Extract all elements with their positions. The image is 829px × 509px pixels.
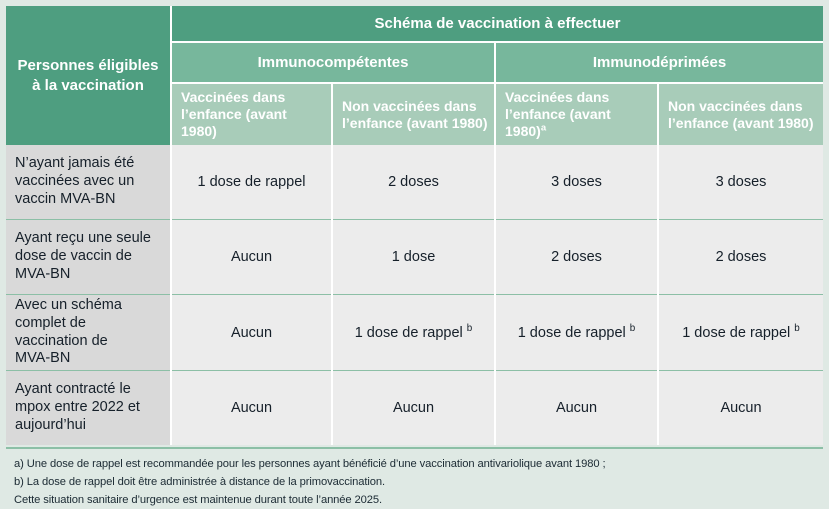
table-row-label xyxy=(6,145,170,219)
table-cell xyxy=(333,295,494,370)
header-col-3-line1: Vaccinées dans xyxy=(505,89,610,106)
header-group-immunodeprimees xyxy=(496,43,823,82)
header-group-label: Immunocompétentes xyxy=(257,54,409,71)
row-label-line3: vaccination de xyxy=(15,332,108,349)
table-row-label xyxy=(6,220,170,294)
table-cell-text: 2 doses xyxy=(715,249,767,265)
table-cell xyxy=(496,220,657,294)
row-label-line4: MVA-BN xyxy=(15,350,71,367)
table-cell-text: 2 doses xyxy=(551,249,602,265)
table-cell-footnote-marker: b xyxy=(794,322,800,334)
table-cell-text: Aucun xyxy=(555,400,598,416)
table-cell-text: 2 doses xyxy=(388,174,439,190)
table-cell-text: 1 dose de rappel xyxy=(517,324,630,341)
header-col-1-line1: Vaccinées dans xyxy=(181,89,286,106)
table-cell xyxy=(333,371,494,445)
header-col-3 xyxy=(496,84,657,145)
table-cell-text: Aucun xyxy=(230,249,273,265)
row-label-line2: complet de xyxy=(15,314,86,331)
header-group-immunocompetentes xyxy=(172,43,494,82)
table-cell xyxy=(333,145,494,219)
header-col-2 xyxy=(333,84,494,145)
column-separator xyxy=(494,145,496,445)
table-cell-wrap xyxy=(682,322,800,341)
row-header-line2: à la vaccination xyxy=(32,76,144,94)
table-cell-text: 3 doses xyxy=(715,174,767,190)
row-label-line1: Avec un schéma xyxy=(15,297,122,314)
row-label-line2: mpox entre 2022 et xyxy=(15,399,140,416)
column-separator xyxy=(657,145,659,445)
table-grid xyxy=(6,6,823,445)
table-cell xyxy=(659,295,823,370)
table-cell-text: 1 dose xyxy=(391,249,436,265)
row-label-line3: aujourd’hui xyxy=(15,416,86,433)
header-overall-title xyxy=(172,6,823,41)
footnote-b: b) La dose de rappel doit être administrée à distance de la primovaccination. xyxy=(14,476,386,489)
row-label-line3: vaccin MVA-BN xyxy=(15,190,116,207)
header-col-1-line2: l’enfance (avant 1980) xyxy=(181,106,287,139)
header-overall-title-text: Schéma de vaccination à effectuer xyxy=(374,15,621,32)
table-cell-text: Aucun xyxy=(230,324,273,341)
table-cell-wrap xyxy=(354,322,473,341)
table-row-label xyxy=(6,371,170,445)
row-header-line1: Personnes éligibles xyxy=(17,57,159,74)
table-cell-text: 1 dose de rappel xyxy=(354,324,467,341)
table-cell-text: 3 doses xyxy=(551,174,602,190)
table-cell xyxy=(333,220,494,294)
table-cell xyxy=(496,371,657,445)
footnotes xyxy=(6,447,823,508)
header-col-2-line1: Non vaccinées dans xyxy=(342,97,477,114)
table-cell-text: Aucun xyxy=(392,400,435,416)
table-cell-text: 1 dose de rappel xyxy=(197,174,306,190)
row-label-line1: Ayant reçu une seule xyxy=(15,230,151,247)
table-cell-wrap xyxy=(517,322,636,341)
table-cell xyxy=(172,220,331,294)
row-label-line1: Ayant contracté le xyxy=(15,381,131,398)
row-separator xyxy=(6,294,823,295)
table-cell xyxy=(659,145,823,219)
header-col-1 xyxy=(172,84,331,145)
row-separator xyxy=(6,370,823,371)
table-cell xyxy=(496,145,657,219)
table-cell xyxy=(172,371,331,445)
footnote-note: Cette situation sanitaire d’urgence est maintenue durant toute l’année 2025. xyxy=(14,494,383,507)
table-cell-text: Aucun xyxy=(720,400,762,416)
table-cell xyxy=(659,371,823,445)
table-cell xyxy=(172,295,331,370)
table-cell xyxy=(172,145,331,219)
header-col-2-line2: l’enfance (avant 1980) xyxy=(342,114,488,131)
row-label-line1: N’ayant jamais été xyxy=(15,155,135,172)
table-cell xyxy=(659,220,823,294)
row-separator xyxy=(6,219,823,220)
row-label-line2: dose de vaccin de xyxy=(15,248,132,265)
table-cell-footnote-marker: b xyxy=(466,322,473,334)
row-label-line3: MVA-BN xyxy=(15,265,71,282)
header-col-4 xyxy=(659,84,823,145)
row-label-line2: vaccinées avec un xyxy=(15,173,135,190)
footnote-a: a) Une dose de rappel est recommandée pour les personnes ayant bénéficié d’une vaccination antivariolique avant 1980 ; xyxy=(14,458,606,470)
column-separator xyxy=(170,145,172,445)
header-col-3-line2-text: l’enfance (avant 1980) xyxy=(505,106,611,139)
header-group-label: Immunodéprimées xyxy=(592,54,727,71)
header-col-4-line2: l’enfance (avant 1980) xyxy=(668,114,814,131)
table-cell-text: Aucun xyxy=(230,400,273,416)
table-row-label xyxy=(6,295,170,370)
header-col-3-footnote-marker: a xyxy=(540,122,547,134)
header-col-4-line1: Non vaccinées dans xyxy=(668,97,803,114)
table-cell-footnote-marker: b xyxy=(629,322,636,334)
column-separator xyxy=(331,145,333,445)
header-col-3-line2 xyxy=(505,106,651,140)
row-header-stub xyxy=(6,6,170,145)
table-cell-text: 1 dose de rappel xyxy=(682,324,795,341)
table-cell xyxy=(496,295,657,370)
